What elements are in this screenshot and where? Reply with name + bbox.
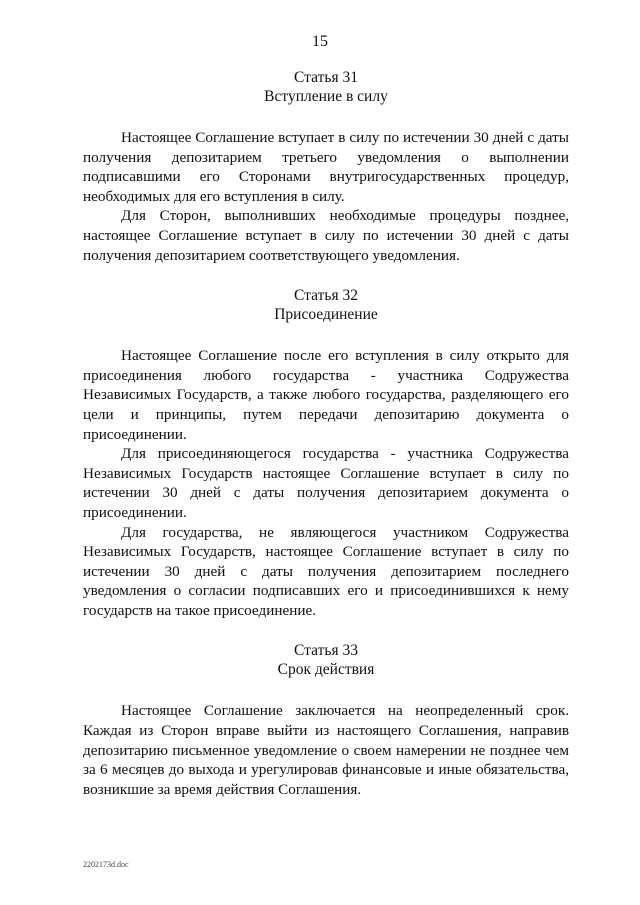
paragraph: Настоящее Соглашение заключается на неопределенный срок. Каждая из Сторон вправе выйти из настоящего Соглашения, направив депозитарию письменное уведомление о своем намерении не позднее чем за 6 месяцев до выхода и урегулировав финансовые и иные обязательства, возникшие за время действия Соглашения. [83, 702, 569, 798]
document-body [83, 68, 569, 799]
article-32 [83, 286, 569, 620]
article-title: Присоединение [274, 306, 378, 324]
page-number: 15 [312, 33, 328, 50]
file-name-footer: 2202173d.doc [83, 860, 129, 869]
article-33 [83, 641, 569, 799]
paragraph: Для государства, не являющегося участником Содружества Независимых Государств, настоящее Соглашение вступает в силу по истечении 30 дней с даты получения депозитарием последнего уведомления о согласии подписавших его и присоединившихся к нему государств на такое присоединение. [83, 523, 569, 619]
article-31 [83, 68, 569, 265]
article-number: Статья 31 [294, 69, 358, 86]
paragraph: Настоящее Соглашение вступает в силу по истечении 30 дней с даты получения депозитарием третьего уведомления о выполнении подписавшими его Сторонами внутригосударственных процедур, необходимых для его вступления в силу. [83, 129, 569, 205]
article-number: Статья 33 [294, 642, 358, 660]
article-title: Вступление в силу [264, 88, 388, 105]
paragraph: Настоящее Соглашение после его вступления в силу открыто для присоединения любого государства - участника Содружества Независимых Государств, а также любого государства, разделяющего его цели и принципы, путем передачи депозитарию документа о присоединении. [83, 347, 569, 443]
paragraph: Для присоединяющегося государства - участника Содружества Независимых Государств настоящее Соглашение вступает в силу по истечении 30 дней с даты получения депозитарием документа о присоединении. [83, 445, 569, 521]
article-body [83, 346, 569, 620]
paragraph: Для Сторон, выполнивших необходимые процедуры позднее, настоящее Соглашение вступает в силу по истечении 30 дней с даты получения депозитарием соответствующего уведомления. [83, 207, 569, 264]
article-body [83, 701, 569, 799]
article-body [83, 128, 569, 265]
article-number: Статья 32 [294, 287, 358, 305]
article-title: Срок действия [277, 661, 375, 679]
